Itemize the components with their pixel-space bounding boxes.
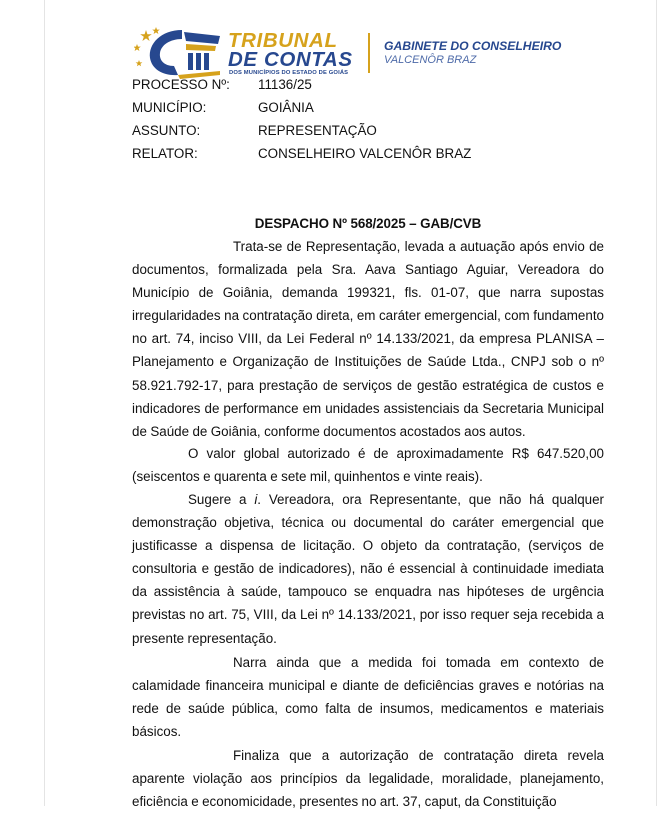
- brand-line-1: TRIBUNAL: [228, 29, 338, 52]
- relator-label: RELATOR:: [132, 146, 198, 161]
- page-left-edge: [44, 0, 45, 806]
- office-name: VALCENÔR BRAZ: [384, 54, 477, 66]
- paragraph-3-italic: i: [254, 492, 258, 507]
- header-divider: [368, 33, 370, 73]
- assunto-label: ASSUNTO:: [132, 123, 201, 138]
- paragraph-4: Narra ainda que a medida foi tomada em contexto de calamidade financeira municipal e diante de deficiências graves e notórias na rede de saúde pública, como falta de insumos, medicamentos e materiais básicos.: [132, 655, 604, 740]
- brand-subtitle: DOS MUNICÍPIOS DO ESTADO DE GOIÁS: [229, 70, 349, 76]
- page-right-edge: [656, 0, 657, 806]
- municipio-value: GOIÂNIA: [258, 100, 314, 115]
- relator-value: CONSELHEIRO VALCENÔR BRAZ: [258, 146, 472, 161]
- processo-label: PROCESSO Nº:: [132, 77, 230, 92]
- office-title: GABINETE DO CONSELHEIRO: [384, 39, 562, 53]
- paragraph-5: Finaliza que a autorização de contratação direta revela aparente violação aos princípios da legalidade, moralidade, planejamento, eficiência e economicidade, presentes no art. 37, caput, da Constituição: [132, 748, 604, 810]
- paragraph-3: [132, 488, 604, 650]
- assunto-value: REPRESENTAÇÃO: [258, 123, 377, 138]
- despacho-title: DESPACHO Nº 568/2025 – GAB/CVB: [254, 216, 482, 231]
- tcm-emblem-icon: [134, 26, 226, 80]
- paragraph-1: Trata-se de Representação, levada a autuação após envio de documentos, formalizada pela Sra. Aava Santiago Aguiar, Vereadora do Município de Goiânia, demanda 199321, fls. 01-07, que narra supostas irregularidades na contratação direta, em caráter emergencial, com fundamento no art. 74, inciso VIII, da Lei Federal nº 14.133/2021, da empresa PLANISA – Planejamento e Organização de Instituições de Saúde Ltda., CNPJ sob o nº 58.921.792-17, para prestação de serviços de gestão estratégica de custos e indicadores de performance em unidades assistenciais da Secretaria Municipal de Saúde de Goiânia, conforme documentos acostados aos autos.: [132, 239, 604, 439]
- paragraph-3-rest: . Vereadora, ora Representante, que não há qualquer demonstração objetiva, técnica ou documental do caráter emergencial que justificasse a dispensa de licitação. O objeto da contratação, (serviços de consultoria e gestão de indicadores), não é essencial à continuidade imediata da assistência à saúde, tampouco se enquadra nas hipóteses de urgência previstas no art. 75, VIII, da Lei nº 14.133/2021, por isso requer seja recebida a presente representação.: [132, 492, 605, 646]
- brand-line-2: DE CONTAS: [228, 48, 353, 71]
- paragraph-3-start: Sugere a: [188, 492, 255, 507]
- municipio-label: MUNICÍPIO:: [132, 100, 207, 115]
- paragraph-2: O valor global autorizado é de aproximadamente R$ 647.520,00 (seiscentos e quarenta e sete mil, quinhentos e vinte reais).: [132, 446, 604, 485]
- processo-value: 11136/25: [258, 77, 312, 92]
